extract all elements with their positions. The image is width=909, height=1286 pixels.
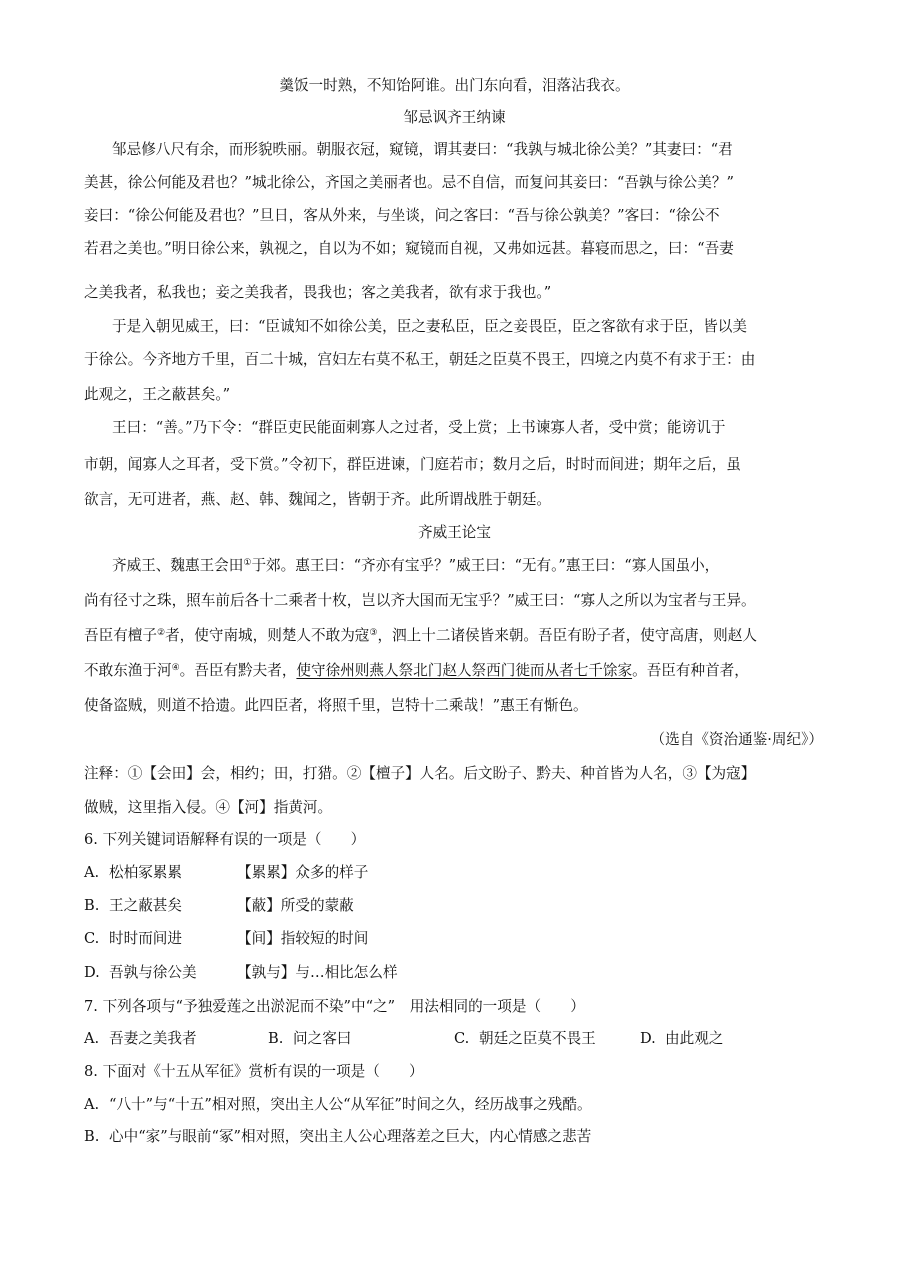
passage1-line: 于是入朝见威王，曰：“臣诚知不如徐公美，臣之妻私臣，臣之妾畏臣，臣之客欲有求于臣，皆以美 — [112, 318, 747, 335]
question-8-stem: 8. 下面对《十五从军征》赏析有误的一项是（ ） — [84, 1063, 424, 1080]
option-phrase: 吾孰与徐公美 — [109, 964, 197, 981]
option-gloss: 【累累】众多的样子 — [237, 864, 369, 881]
option-text: 朝廷之臣莫不畏王 — [479, 1030, 596, 1047]
passage2-line — [84, 626, 757, 646]
option-label: D. — [640, 1030, 656, 1047]
option-text: “八十”与“十五”相对照，突出主人公“从军征”时间之久，经历战事之残酷。 — [109, 1096, 592, 1113]
text-run: 于郊。惠王曰：“齐亦有宝乎？”威王曰：“无有。”惠王曰：“寡人国虽小， — [251, 557, 720, 574]
passage1-line: 欲言，无可进者，燕、赵、韩、魏闻之，皆朝于齐。此所谓战胜于朝廷。 — [84, 491, 552, 508]
text-run: 齐威王、魏惠王会田 — [112, 557, 244, 574]
option-label: C. — [454, 1030, 470, 1047]
option-label: B. — [84, 1128, 100, 1145]
q6-option-a[interactable] — [84, 863, 369, 883]
option-gloss: 【蔽】所受的蒙蔽 — [237, 897, 354, 914]
text-run: 者，使守南城，则楚人不敢为寇 — [165, 627, 370, 644]
option-label: A. — [84, 864, 100, 881]
option-phrase: 松柏冢累累 — [109, 864, 182, 881]
notes-line: 注释：①【会田】会，相约；田，打猎。②【檀子】人名。后文盼子、黔夫、种首皆为人名，③【为寇】 — [84, 765, 756, 782]
q7-option-b[interactable] — [268, 1029, 352, 1049]
q6-option-c[interactable] — [84, 929, 369, 949]
option-gloss: 【间】指较短的时间 — [237, 930, 369, 947]
option-text: 问之客曰 — [293, 1030, 352, 1047]
q8-option-b[interactable] — [84, 1127, 592, 1147]
passage1-line: 美甚，徐公何能及君也？”城北徐公，齐国之美丽者也。忌不自信，而复问其妾曰：“吾孰与徐公美？” — [84, 174, 734, 191]
option-gloss: 【孰与】与…相比怎么样 — [237, 964, 398, 981]
q7-option-c[interactable] — [454, 1029, 596, 1049]
option-text: 由此观之 — [665, 1030, 724, 1047]
passage2-line: 尚有径寸之珠，照车前后各十二乘者十枚，岂以齐大国而无宝乎？”威王曰：“寡人之所以为宝者与王异。 — [84, 592, 756, 609]
option-label: D. — [84, 964, 100, 981]
passage2-line: 使备盗贼，则道不拾遗。此四臣者，将照千里，岂特十二乘哉！”惠王有惭色。 — [84, 697, 588, 714]
text-run: 不敢东渔于河 — [84, 662, 172, 679]
text-run: 。吾臣有黔夫者， — [179, 662, 297, 679]
passage1-line: 王曰：“善。”乃下令：“群臣吏民能面刺寡人之过者，受上赏；上书谏寡人者，受中赏；能谤讥于 — [112, 419, 726, 436]
passage1-line: 此观之，王之蔽甚矣。” — [84, 386, 231, 403]
text-run: 。吾臣有种首者， — [632, 662, 749, 679]
source-citation: （选自《资治通鉴·周纪》） — [650, 731, 823, 748]
q8-option-a[interactable] — [84, 1095, 592, 1115]
passage1-line: 若君之美也。”明日徐公来，孰视之，自以为不如；窥镜而自视，又弗如远甚。暮寝而思之，曰：“吾妻 — [84, 240, 734, 257]
option-label: B. — [84, 897, 100, 914]
footnote-marker: ② — [156, 628, 166, 638]
text-run: ，泗上十二诸侯皆来朝。吾臣有盼子者，使守高唐，则赵人 — [377, 627, 757, 644]
option-label: A. — [84, 1030, 100, 1047]
underlined-sentence: 使守徐州则燕人祭北门赵人祭西门徙而从者七千馀家 — [296, 662, 633, 679]
passage2-line — [112, 556, 719, 576]
passage1-line: 市朝，闻寡人之耳者，受下赏。”令初下，群臣进谏，门庭若市；数月之后，时时而间进；期年之后，虽 — [84, 456, 741, 473]
passage1-line: 妾曰：“徐公何能及君也？”旦日，客从外来，与坐谈，问之客曰：“吾与徐公孰美？”客曰：“徐公不 — [84, 207, 720, 224]
option-label: C. — [84, 930, 100, 947]
notes-line: 做贼，这里指入侵。④【河】指黄河。 — [84, 799, 333, 816]
question-7-stem: 7. 下列各项与“予独爱莲之出淤泥而不染”中“之” 用法相同的一项是（ ） — [84, 998, 585, 1015]
q7-option-a[interactable] — [84, 1029, 197, 1049]
passage1-line: 邹忌修八尺有余，而形貌昳丽。朝服衣冠，窥镜，谓其妻曰：“我孰与城北徐公美？”其妻曰：“君 — [112, 141, 733, 158]
footnote-marker: ③ — [369, 628, 378, 638]
passage1-line: 之美我者，私我也；妾之美我者，畏我也；客之美我者，欲有求于我也。” — [84, 284, 552, 301]
option-text: 吾妻之美我者 — [109, 1030, 197, 1047]
footnote-marker: ① — [243, 558, 252, 568]
option-label: B. — [268, 1030, 284, 1047]
passage1-title: 邹忌讽齐王纳谏 — [403, 109, 506, 126]
option-phrase: 王之蔽甚矣 — [109, 897, 182, 914]
q7-option-d[interactable] — [640, 1029, 724, 1049]
q6-option-d[interactable] — [84, 963, 398, 983]
text-run: 吾臣有檀子 — [84, 627, 157, 644]
option-text: 心中“家”与眼前“冢”相对照，突出主人公心理落差之巨大，内心情感之悲苦 — [109, 1128, 592, 1145]
option-label: A. — [84, 1096, 100, 1113]
option-phrase: 时时而间进 — [109, 930, 182, 947]
passage2-line — [84, 661, 749, 681]
question-6-stem: 6. 下列关键词语解释有误的一项是（ ） — [84, 831, 366, 848]
passage2-title: 齐威王论宝 — [418, 524, 491, 541]
footnote-marker: ④ — [171, 663, 180, 673]
passage1-line: 于徐公。今齐地方千里，百二十城，宫妇左右莫不私王，朝廷之臣莫不畏王，四境之内莫不有求于王：由 — [84, 351, 756, 368]
q6-option-b[interactable] — [84, 896, 354, 916]
poem-last-line: 羹饭一时熟，不知饴阿谁。出门东向看，泪落沾我衣。 — [279, 77, 630, 94]
